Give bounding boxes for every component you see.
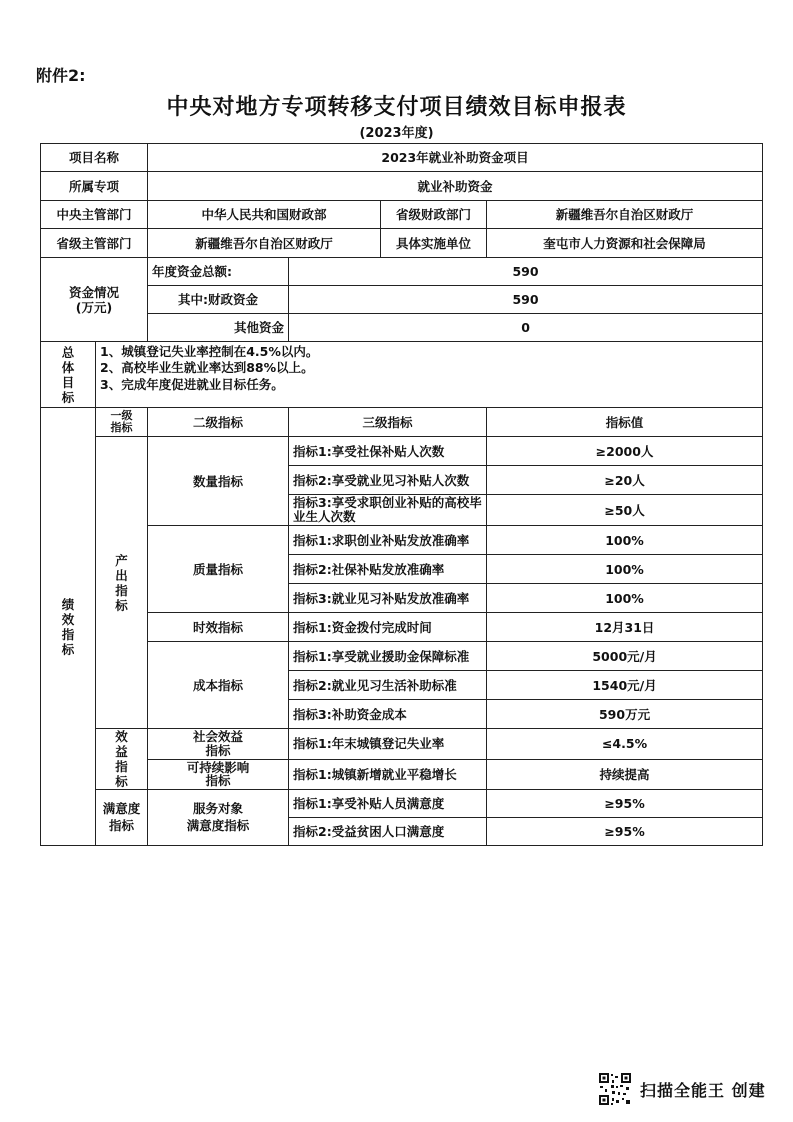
quantity-indicator-label: 数量指标 (148, 437, 289, 526)
overall-goal-text (96, 342, 763, 408)
impl-unit-label: 具体实施单位 (381, 229, 487, 258)
performance-indicators-label (41, 408, 96, 846)
section-label-char: 效 (61, 611, 75, 627)
indicator-name: 指标2:就业见习生活补助标准 (289, 671, 487, 700)
project-name-value: 2023年就业补助资金项目 (148, 144, 763, 172)
indicator-value: 1540元/月 (487, 671, 763, 700)
performance-target-table (40, 143, 763, 846)
indicator-value: ≥50人 (487, 495, 763, 526)
goal-label-char: 标 (61, 389, 75, 405)
output-label-char: 指 (115, 582, 128, 598)
funds-label-line1: 资金情况 (69, 284, 120, 300)
indicator-name: 指标2:受益贫困人口满意度 (289, 818, 487, 846)
output-label-char: 产 (115, 552, 128, 568)
indicator-name: 指标1:资金拨付完成时间 (289, 613, 487, 642)
goal-line: 3、完成年度促进就业目标任务。 (100, 376, 284, 392)
benefit-label-char: 效 (115, 729, 128, 744)
indicator-value: 5000元/月 (487, 642, 763, 671)
social-benefit-label: 社会效益 指标 (148, 729, 289, 760)
indicator-name: 指标2:社保补贴发放准确率 (289, 555, 487, 584)
funds-other-label: 其他资金 (148, 314, 289, 342)
impl-unit-value: 奎屯市人力资源和社会保障局 (487, 229, 763, 258)
benefit-label-char: 标 (115, 774, 128, 789)
qr-code-icon (598, 1072, 632, 1106)
document-title: 中央对地方专项转移支付项目绩效目标申报表 (166, 95, 627, 120)
cost-indicator-label: 成本指标 (148, 642, 289, 729)
indicator-value: 100% (487, 555, 763, 584)
goal-line: 2、高校毕业生就业率达到88%以上。 (100, 360, 314, 376)
indicator-value: ≥2000人 (487, 437, 763, 466)
funds-finance-value: 590 (289, 286, 763, 314)
indicator-name: 指标1:年末城镇登记失业率 (289, 729, 487, 760)
funds-other-value: 0 (289, 314, 763, 342)
indicator-value: ≥95% (487, 818, 763, 846)
funds-label (41, 258, 148, 342)
indicator-value: ≥95% (487, 790, 763, 818)
project-name-label: 项目名称 (41, 144, 148, 172)
satisfaction-indicator-label: 满意度 指标 (96, 790, 148, 846)
indicator-value: 100% (487, 526, 763, 555)
funds-total-value: 590 (289, 258, 763, 286)
indicator-name: 指标3:享受求职创业补贴的高校毕业生人次数 (289, 495, 487, 526)
quality-indicator-label: 质量指标 (148, 526, 289, 613)
indicator-name: 指标2:享受就业见习补贴人次数 (289, 466, 487, 495)
section-label-char: 标 (61, 641, 75, 657)
col-level1-header: 一级 指标 (96, 408, 148, 437)
indicator-value: ≤4.5% (487, 729, 763, 760)
col-value-header: 指标值 (487, 408, 763, 437)
scanner-watermark (598, 1072, 766, 1106)
goal-label-char: 目 (61, 374, 75, 390)
indicator-name: 指标1:享受社保补贴人次数 (289, 437, 487, 466)
indicator-value: 12月31日 (487, 613, 763, 642)
goal-label-char: 总 (61, 344, 75, 360)
funds-finance-label: 其中:财政资金 (148, 286, 289, 314)
service-satisfaction-label: 服务对象 满意度指标 (148, 790, 289, 846)
central-dept-label: 中央主管部门 (41, 201, 148, 229)
goal-label-char: 体 (61, 359, 75, 375)
section-label-char: 指 (61, 626, 75, 642)
timeliness-indicator-label: 时效指标 (148, 613, 289, 642)
prov-dept-value: 新疆维吾尔自治区财政厅 (148, 229, 381, 258)
indicator-value: ≥20人 (487, 466, 763, 495)
funds-label-line2: (万元) (75, 299, 113, 315)
goal-line: 1、城镇登记失业率控制在4.5%以内。 (100, 344, 319, 359)
indicator-name: 指标1:城镇新增就业平稳增长 (289, 759, 487, 790)
col-level3-header: 三级指标 (289, 408, 487, 437)
prov-finance-label: 省级财政部门 (381, 201, 487, 229)
special-item-value: 就业补助资金 (148, 172, 763, 201)
special-item-label: 所属专项 (41, 172, 148, 201)
funds-total-label: 年度资金总额: (148, 258, 289, 286)
scanner-watermark-text: 扫描全能王 创建 (640, 1080, 766, 1100)
output-label-char: 出 (115, 567, 128, 583)
indicator-value: 持续提高 (487, 759, 763, 790)
sustainability-label: 可持续影响 指标 (148, 759, 289, 790)
indicator-name: 指标1:享受就业援助金保障标准 (289, 642, 487, 671)
indicator-value: 100% (487, 584, 763, 613)
indicator-name: 指标1:享受补贴人员满意度 (289, 790, 487, 818)
benefit-label-char: 益 (115, 744, 128, 759)
indicator-name: 指标1:求职创业补贴发放准确率 (289, 526, 487, 555)
indicator-name: 指标3:补助资金成本 (289, 700, 487, 729)
prov-finance-value: 新疆维吾尔自治区财政厅 (487, 201, 763, 229)
indicator-name: 指标3:就业见习补贴发放准确率 (289, 584, 487, 613)
document-year: (2023年度) (359, 126, 434, 141)
prov-dept-label: 省级主管部门 (41, 229, 148, 258)
output-indicator-label (96, 437, 148, 729)
col-level2-header: 二级指标 (148, 408, 289, 437)
benefit-indicator-label (96, 729, 148, 790)
indicator-value: 590万元 (487, 700, 763, 729)
central-dept-value: 中华人民共和国财政部 (148, 201, 381, 229)
section-label-char: 绩 (61, 596, 75, 612)
annex-label: 附件2: (36, 66, 86, 85)
overall-goal-label (41, 342, 96, 408)
output-label-char: 标 (115, 597, 128, 613)
benefit-label-char: 指 (115, 759, 128, 774)
